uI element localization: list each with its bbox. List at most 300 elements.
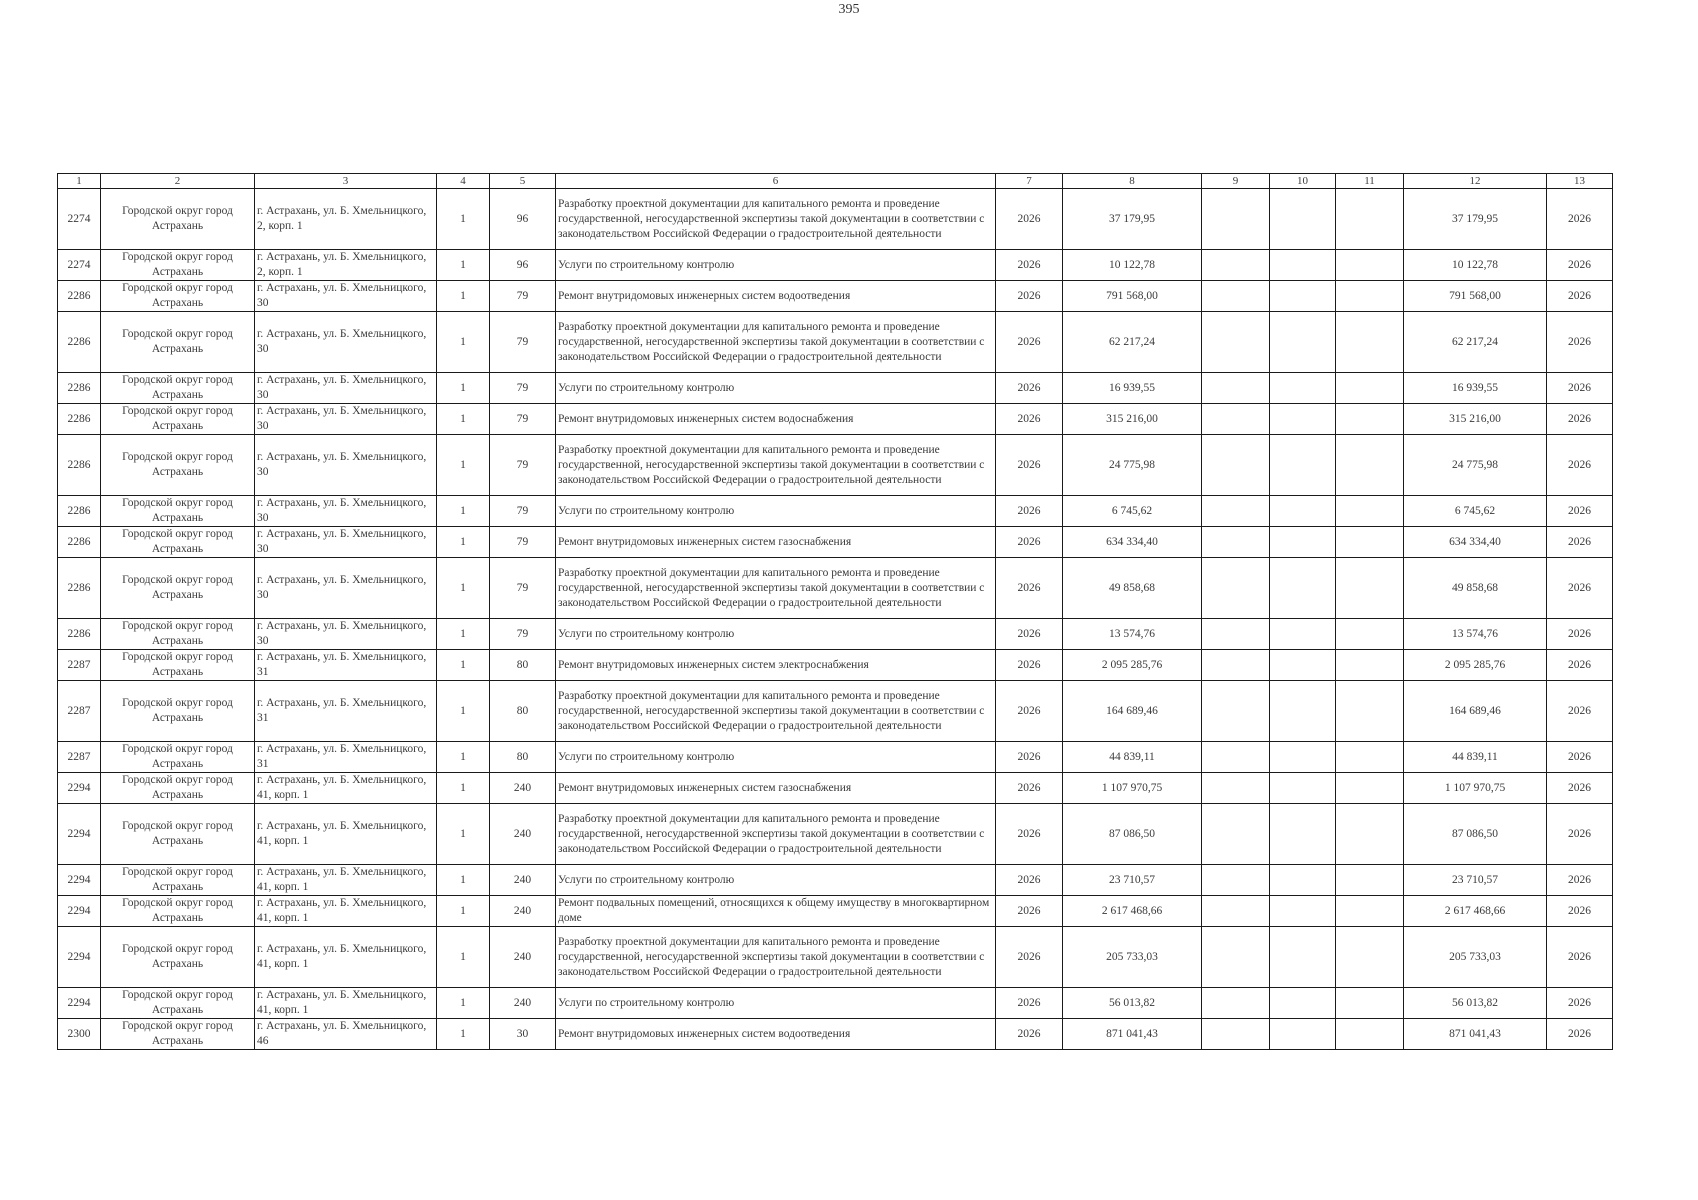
column-4-cell: 1 (437, 496, 490, 527)
column-9-cell (1202, 496, 1270, 527)
row-number: 2294 (58, 988, 101, 1019)
column-5-cell: 79 (490, 404, 556, 435)
year-cell: 2026 (996, 804, 1063, 865)
column-9-cell (1202, 742, 1270, 773)
municipality-cell: Городской округ город Астрахань (101, 681, 255, 742)
total-cell: 1 107 970,75 (1404, 773, 1547, 804)
column-5-cell: 240 (490, 927, 556, 988)
cost-cell: 2 095 285,76 (1063, 650, 1202, 681)
row-number: 2286 (58, 373, 101, 404)
column-11-cell (1336, 496, 1404, 527)
work-type-cell: Ремонт подвальных помещений, относящихся к общему имуществу в многоквартирном доме (556, 896, 996, 927)
column-4-cell: 1 (437, 650, 490, 681)
work-type-cell: Услуги по строительному контролю (556, 619, 996, 650)
table-row (58, 773, 1613, 804)
cost-cell: 6 745,62 (1063, 496, 1202, 527)
municipality-cell: Городской округ город Астрахань (101, 1019, 255, 1050)
work-type-cell: Услуги по строительному контролю (556, 865, 996, 896)
table-row (58, 496, 1613, 527)
municipality-cell: Городской округ город Астрахань (101, 650, 255, 681)
column-5-cell: 240 (490, 804, 556, 865)
column-4-cell: 1 (437, 558, 490, 619)
table-row (58, 435, 1613, 496)
column-9-cell (1202, 312, 1270, 373)
table-row (58, 281, 1613, 312)
column-11-cell (1336, 281, 1404, 312)
column-11-cell (1336, 619, 1404, 650)
row-number: 2294 (58, 865, 101, 896)
column-4-cell: 1 (437, 927, 490, 988)
column-4-cell: 1 (437, 804, 490, 865)
row-number: 2294 (58, 896, 101, 927)
work-type-cell: Услуги по строительному контролю (556, 496, 996, 527)
column-5-cell: 80 (490, 650, 556, 681)
column-5-cell: 79 (490, 558, 556, 619)
column-4-cell: 1 (437, 435, 490, 496)
table-row (58, 742, 1613, 773)
total-cell: 62 217,24 (1404, 312, 1547, 373)
column-9-cell (1202, 773, 1270, 804)
column-10-cell (1270, 496, 1336, 527)
cost-cell: 56 013,82 (1063, 988, 1202, 1019)
cost-cell: 62 217,24 (1063, 312, 1202, 373)
row-number: 2286 (58, 496, 101, 527)
year-cell: 2026 (996, 742, 1063, 773)
column-4-cell: 1 (437, 312, 490, 373)
municipality-cell: Городской округ город Астрахань (101, 435, 255, 496)
year-cell: 2026 (996, 281, 1063, 312)
total-cell: 205 733,03 (1404, 927, 1547, 988)
row-number: 2274 (58, 189, 101, 250)
total-cell: 315 216,00 (1404, 404, 1547, 435)
address-cell: г. Астрахань, ул. Б. Хмельницкого, 30 (255, 527, 437, 558)
column-number: 4 (437, 174, 490, 189)
column-9-cell (1202, 250, 1270, 281)
completion-year-cell: 2026 (1547, 1019, 1613, 1050)
cost-cell: 315 216,00 (1063, 404, 1202, 435)
cost-cell: 791 568,00 (1063, 281, 1202, 312)
column-4-cell: 1 (437, 619, 490, 650)
row-number: 2287 (58, 681, 101, 742)
column-9-cell (1202, 988, 1270, 1019)
cost-cell: 16 939,55 (1063, 373, 1202, 404)
column-11-cell (1336, 896, 1404, 927)
column-11-cell (1336, 527, 1404, 558)
table-row (58, 373, 1613, 404)
completion-year-cell: 2026 (1547, 527, 1613, 558)
address-cell: г. Астрахань, ул. Б. Хмельницкого, 30 (255, 281, 437, 312)
row-number: 2286 (58, 558, 101, 619)
column-11-cell (1336, 773, 1404, 804)
column-5-cell: 79 (490, 619, 556, 650)
address-cell: г. Астрахань, ул. Б. Хмельницкого, 31 (255, 742, 437, 773)
total-cell: 2 617 468,66 (1404, 896, 1547, 927)
table-row (58, 558, 1613, 619)
completion-year-cell: 2026 (1547, 250, 1613, 281)
column-number: 6 (556, 174, 996, 189)
column-10-cell (1270, 527, 1336, 558)
column-9-cell (1202, 865, 1270, 896)
municipality-cell: Городской округ город Астрахань (101, 312, 255, 373)
municipality-cell: Городской округ город Астрахань (101, 250, 255, 281)
column-10-cell (1270, 281, 1336, 312)
municipality-cell: Городской округ город Астрахань (101, 558, 255, 619)
column-9-cell (1202, 804, 1270, 865)
column-11-cell (1336, 650, 1404, 681)
year-cell: 2026 (996, 896, 1063, 927)
column-4-cell: 1 (437, 681, 490, 742)
work-type-cell: Услуги по строительному контролю (556, 742, 996, 773)
column-10-cell (1270, 742, 1336, 773)
column-4-cell: 1 (437, 281, 490, 312)
table-row (58, 896, 1613, 927)
column-number-row (58, 174, 1613, 189)
total-cell: 164 689,46 (1404, 681, 1547, 742)
year-cell: 2026 (996, 373, 1063, 404)
address-cell: г. Астрахань, ул. Б. Хмельницкого, 30 (255, 435, 437, 496)
year-cell: 2026 (996, 527, 1063, 558)
column-10-cell (1270, 988, 1336, 1019)
work-type-cell: Разработку проектной документации для капитального ремонта и проведение государственной, негосударственной экспертизы такой документации в соответствии с законодательством Российской Федерации о градостроительной деятельности (556, 312, 996, 373)
column-10-cell (1270, 373, 1336, 404)
column-10-cell (1270, 435, 1336, 496)
work-type-cell: Разработку проектной документации для капитального ремонта и проведение государственной, негосударственной экспертизы такой документации в соответствии с законодательством Российской Федерации о градостроительной деятельности (556, 435, 996, 496)
column-5-cell: 96 (490, 189, 556, 250)
municipality-cell: Городской округ город Астрахань (101, 773, 255, 804)
column-11-cell (1336, 681, 1404, 742)
address-cell: г. Астрахань, ул. Б. Хмельницкого, 46 (255, 1019, 437, 1050)
column-9-cell (1202, 527, 1270, 558)
address-cell: г. Астрахань, ул. Б. Хмельницкого, 30 (255, 496, 437, 527)
column-11-cell (1336, 927, 1404, 988)
row-number: 2286 (58, 619, 101, 650)
work-type-cell: Разработку проектной документации для капитального ремонта и проведение государственной, негосударственной экспертизы такой документации в соответствии с законодательством Российской Федерации о градостроительной деятельности (556, 558, 996, 619)
column-9-cell (1202, 681, 1270, 742)
column-10-cell (1270, 250, 1336, 281)
row-number: 2287 (58, 650, 101, 681)
total-cell: 44 839,11 (1404, 742, 1547, 773)
column-5-cell: 79 (490, 281, 556, 312)
cost-cell: 24 775,98 (1063, 435, 1202, 496)
total-cell: 871 041,43 (1404, 1019, 1547, 1050)
completion-year-cell: 2026 (1547, 435, 1613, 496)
municipality-cell: Городской округ город Астрахань (101, 865, 255, 896)
column-5-cell: 240 (490, 865, 556, 896)
row-number: 2286 (58, 435, 101, 496)
row-number: 2294 (58, 773, 101, 804)
completion-year-cell: 2026 (1547, 496, 1613, 527)
cost-cell: 13 574,76 (1063, 619, 1202, 650)
cost-cell: 871 041,43 (1063, 1019, 1202, 1050)
row-number: 2274 (58, 250, 101, 281)
table-row (58, 650, 1613, 681)
column-9-cell (1202, 650, 1270, 681)
work-type-cell: Ремонт внутридомовых инженерных систем водоотведения (556, 1019, 996, 1050)
total-cell: 23 710,57 (1404, 865, 1547, 896)
completion-year-cell: 2026 (1547, 742, 1613, 773)
column-11-cell (1336, 250, 1404, 281)
table-row (58, 804, 1613, 865)
address-cell: г. Астрахань, ул. Б. Хмельницкого, 41, корп. 1 (255, 988, 437, 1019)
municipality-cell: Городской округ город Астрахань (101, 804, 255, 865)
municipality-cell: Городской округ город Астрахань (101, 927, 255, 988)
column-4-cell: 1 (437, 373, 490, 404)
column-4-cell: 1 (437, 250, 490, 281)
year-cell: 2026 (996, 650, 1063, 681)
cost-cell: 87 086,50 (1063, 804, 1202, 865)
table-row (58, 865, 1613, 896)
column-5-cell: 240 (490, 896, 556, 927)
column-9-cell (1202, 896, 1270, 927)
year-cell: 2026 (996, 681, 1063, 742)
column-10-cell (1270, 189, 1336, 250)
column-11-cell (1336, 435, 1404, 496)
row-number: 2287 (58, 742, 101, 773)
total-cell: 6 745,62 (1404, 496, 1547, 527)
total-cell: 791 568,00 (1404, 281, 1547, 312)
address-cell: г. Астрахань, ул. Б. Хмельницкого, 41, корп. 1 (255, 927, 437, 988)
column-number: 10 (1270, 174, 1336, 189)
column-9-cell (1202, 435, 1270, 496)
table-row (58, 988, 1613, 1019)
address-cell: г. Астрахань, ул. Б. Хмельницкого, 30 (255, 404, 437, 435)
column-5-cell: 30 (490, 1019, 556, 1050)
column-4-cell: 1 (437, 527, 490, 558)
column-4-cell: 1 (437, 896, 490, 927)
table-row (58, 1019, 1613, 1050)
page-number: 395 (838, 2, 860, 17)
table-row (58, 189, 1613, 250)
completion-year-cell: 2026 (1547, 312, 1613, 373)
column-11-cell (1336, 558, 1404, 619)
cost-cell: 44 839,11 (1063, 742, 1202, 773)
cost-cell: 1 107 970,75 (1063, 773, 1202, 804)
address-cell: г. Астрахань, ул. Б. Хмельницкого, 2, корп. 1 (255, 189, 437, 250)
column-11-cell (1336, 312, 1404, 373)
column-5-cell: 80 (490, 742, 556, 773)
completion-year-cell: 2026 (1547, 896, 1613, 927)
row-number: 2286 (58, 281, 101, 312)
column-11-cell (1336, 988, 1404, 1019)
table-row (58, 527, 1613, 558)
work-type-cell: Услуги по строительному контролю (556, 373, 996, 404)
total-cell: 13 574,76 (1404, 619, 1547, 650)
column-4-cell: 1 (437, 773, 490, 804)
address-cell: г. Астрахань, ул. Б. Хмельницкого, 30 (255, 373, 437, 404)
table-row (58, 404, 1613, 435)
table-row (58, 312, 1613, 373)
column-10-cell (1270, 804, 1336, 865)
completion-year-cell: 2026 (1547, 865, 1613, 896)
column-number: 5 (490, 174, 556, 189)
work-type-cell: Ремонт внутридомовых инженерных систем газоснабжения (556, 527, 996, 558)
row-number: 2286 (58, 404, 101, 435)
column-5-cell: 240 (490, 988, 556, 1019)
work-type-cell: Разработку проектной документации для капитального ремонта и проведение государственной, негосударственной экспертизы такой документации в соответствии с законодательством Российской Федерации о градостроительной деятельности (556, 681, 996, 742)
column-number: 11 (1336, 174, 1404, 189)
table-row (58, 250, 1613, 281)
year-cell: 2026 (996, 435, 1063, 496)
total-cell: 49 858,68 (1404, 558, 1547, 619)
row-number: 2294 (58, 804, 101, 865)
municipality-cell: Городской округ город Астрахань (101, 189, 255, 250)
municipality-cell: Городской округ город Астрахань (101, 896, 255, 927)
address-cell: г. Астрахань, ул. Б. Хмельницкого, 30 (255, 619, 437, 650)
table-row (58, 619, 1613, 650)
column-9-cell (1202, 189, 1270, 250)
address-cell: г. Астрахань, ул. Б. Хмельницкого, 41, корп. 1 (255, 804, 437, 865)
column-4-cell: 1 (437, 988, 490, 1019)
cost-cell: 49 858,68 (1063, 558, 1202, 619)
column-10-cell (1270, 619, 1336, 650)
address-cell: г. Астрахань, ул. Б. Хмельницкого, 31 (255, 650, 437, 681)
column-9-cell (1202, 281, 1270, 312)
year-cell: 2026 (996, 496, 1063, 527)
column-10-cell (1270, 773, 1336, 804)
completion-year-cell: 2026 (1547, 927, 1613, 988)
municipality-cell: Городской округ город Астрахань (101, 496, 255, 527)
total-cell: 24 775,98 (1404, 435, 1547, 496)
completion-year-cell: 2026 (1547, 773, 1613, 804)
capital-repair-table (57, 173, 1613, 1050)
total-cell: 16 939,55 (1404, 373, 1547, 404)
work-type-cell: Разработку проектной документации для капитального ремонта и проведение государственной, негосударственной экспертизы такой документации в соответствии с законодательством Российской Федерации о градостроительной деятельности (556, 927, 996, 988)
work-type-cell: Разработку проектной документации для капитального ремонта и проведение государственной, негосударственной экспертизы такой документации в соответствии с законодательством Российской Федерации о градостроительной деятельности (556, 804, 996, 865)
column-11-cell (1336, 742, 1404, 773)
year-cell: 2026 (996, 619, 1063, 650)
column-9-cell (1202, 404, 1270, 435)
column-9-cell (1202, 1019, 1270, 1050)
column-10-cell (1270, 404, 1336, 435)
completion-year-cell: 2026 (1547, 404, 1613, 435)
row-number: 2294 (58, 927, 101, 988)
completion-year-cell: 2026 (1547, 619, 1613, 650)
address-cell: г. Астрахань, ул. Б. Хмельницкого, 30 (255, 312, 437, 373)
municipality-cell: Городской округ город Астрахань (101, 619, 255, 650)
address-cell: г. Астрахань, ул. Б. Хмельницкого, 41, корп. 1 (255, 896, 437, 927)
cost-cell: 10 122,78 (1063, 250, 1202, 281)
column-5-cell: 79 (490, 527, 556, 558)
column-10-cell (1270, 558, 1336, 619)
column-number: 8 (1063, 174, 1202, 189)
total-cell: 2 095 285,76 (1404, 650, 1547, 681)
work-type-cell: Ремонт внутридомовых инженерных систем электроснабжения (556, 650, 996, 681)
year-cell: 2026 (996, 988, 1063, 1019)
year-cell: 2026 (996, 1019, 1063, 1050)
column-number: 9 (1202, 174, 1270, 189)
cost-cell: 164 689,46 (1063, 681, 1202, 742)
column-number: 1 (58, 174, 101, 189)
column-11-cell (1336, 189, 1404, 250)
total-cell: 10 122,78 (1404, 250, 1547, 281)
address-cell: г. Астрахань, ул. Б. Хмельницкого, 41, корп. 1 (255, 865, 437, 896)
cost-cell: 37 179,95 (1063, 189, 1202, 250)
table-row (58, 927, 1613, 988)
row-number: 2286 (58, 312, 101, 373)
address-cell: г. Астрахань, ул. Б. Хмельницкого, 30 (255, 558, 437, 619)
work-type-cell: Ремонт внутридомовых инженерных систем водоотведения (556, 281, 996, 312)
column-5-cell: 240 (490, 773, 556, 804)
column-11-cell (1336, 865, 1404, 896)
year-cell: 2026 (996, 404, 1063, 435)
cost-cell: 2 617 468,66 (1063, 896, 1202, 927)
column-9-cell (1202, 927, 1270, 988)
cost-cell: 634 334,40 (1063, 527, 1202, 558)
work-type-cell: Разработку проектной документации для капитального ремонта и проведение государственной, негосударственной экспертизы такой документации в соответствии с законодательством Российской Федерации о градостроительной деятельности (556, 189, 996, 250)
column-4-cell: 1 (437, 742, 490, 773)
municipality-cell: Городской округ город Астрахань (101, 404, 255, 435)
municipality-cell: Городской округ город Астрахань (101, 988, 255, 1019)
column-5-cell: 79 (490, 312, 556, 373)
column-4-cell: 1 (437, 404, 490, 435)
column-9-cell (1202, 373, 1270, 404)
municipality-cell: Городской округ город Астрахань (101, 373, 255, 404)
column-5-cell: 80 (490, 681, 556, 742)
column-4-cell: 1 (437, 1019, 490, 1050)
completion-year-cell: 2026 (1547, 281, 1613, 312)
column-10-cell (1270, 927, 1336, 988)
column-5-cell: 79 (490, 373, 556, 404)
column-number: 7 (996, 174, 1063, 189)
completion-year-cell: 2026 (1547, 558, 1613, 619)
municipality-cell: Городской округ город Астрахань (101, 527, 255, 558)
column-4-cell: 1 (437, 865, 490, 896)
column-10-cell (1270, 650, 1336, 681)
year-cell: 2026 (996, 773, 1063, 804)
completion-year-cell: 2026 (1547, 804, 1613, 865)
year-cell: 2026 (996, 312, 1063, 373)
column-11-cell (1336, 404, 1404, 435)
column-10-cell (1270, 865, 1336, 896)
cost-cell: 23 710,57 (1063, 865, 1202, 896)
total-cell: 56 013,82 (1404, 988, 1547, 1019)
column-number: 3 (255, 174, 437, 189)
completion-year-cell: 2026 (1547, 373, 1613, 404)
total-cell: 87 086,50 (1404, 804, 1547, 865)
column-11-cell (1336, 373, 1404, 404)
work-type-cell: Ремонт внутридомовых инженерных систем водоснабжения (556, 404, 996, 435)
column-number: 2 (101, 174, 255, 189)
municipality-cell: Городской округ город Астрахань (101, 742, 255, 773)
year-cell: 2026 (996, 865, 1063, 896)
year-cell: 2026 (996, 189, 1063, 250)
row-number: 2286 (58, 527, 101, 558)
municipality-cell: Городской округ город Астрахань (101, 281, 255, 312)
completion-year-cell: 2026 (1547, 189, 1613, 250)
column-10-cell (1270, 1019, 1336, 1050)
cost-cell: 205 733,03 (1063, 927, 1202, 988)
column-number: 12 (1404, 174, 1547, 189)
year-cell: 2026 (996, 558, 1063, 619)
column-9-cell (1202, 558, 1270, 619)
address-cell: г. Астрахань, ул. Б. Хмельницкого, 41, корп. 1 (255, 773, 437, 804)
column-number: 13 (1547, 174, 1613, 189)
row-number: 2300 (58, 1019, 101, 1050)
column-5-cell: 79 (490, 435, 556, 496)
table-row (58, 681, 1613, 742)
address-cell: г. Астрахань, ул. Б. Хмельницкого, 31 (255, 681, 437, 742)
total-cell: 634 334,40 (1404, 527, 1547, 558)
work-type-cell: Услуги по строительному контролю (556, 250, 996, 281)
address-cell: г. Астрахань, ул. Б. Хмельницкого, 2, корп. 1 (255, 250, 437, 281)
completion-year-cell: 2026 (1547, 988, 1613, 1019)
total-cell: 37 179,95 (1404, 189, 1547, 250)
column-10-cell (1270, 896, 1336, 927)
column-10-cell (1270, 681, 1336, 742)
completion-year-cell: 2026 (1547, 681, 1613, 742)
column-5-cell: 96 (490, 250, 556, 281)
work-type-cell: Ремонт внутридомовых инженерных систем газоснабжения (556, 773, 996, 804)
